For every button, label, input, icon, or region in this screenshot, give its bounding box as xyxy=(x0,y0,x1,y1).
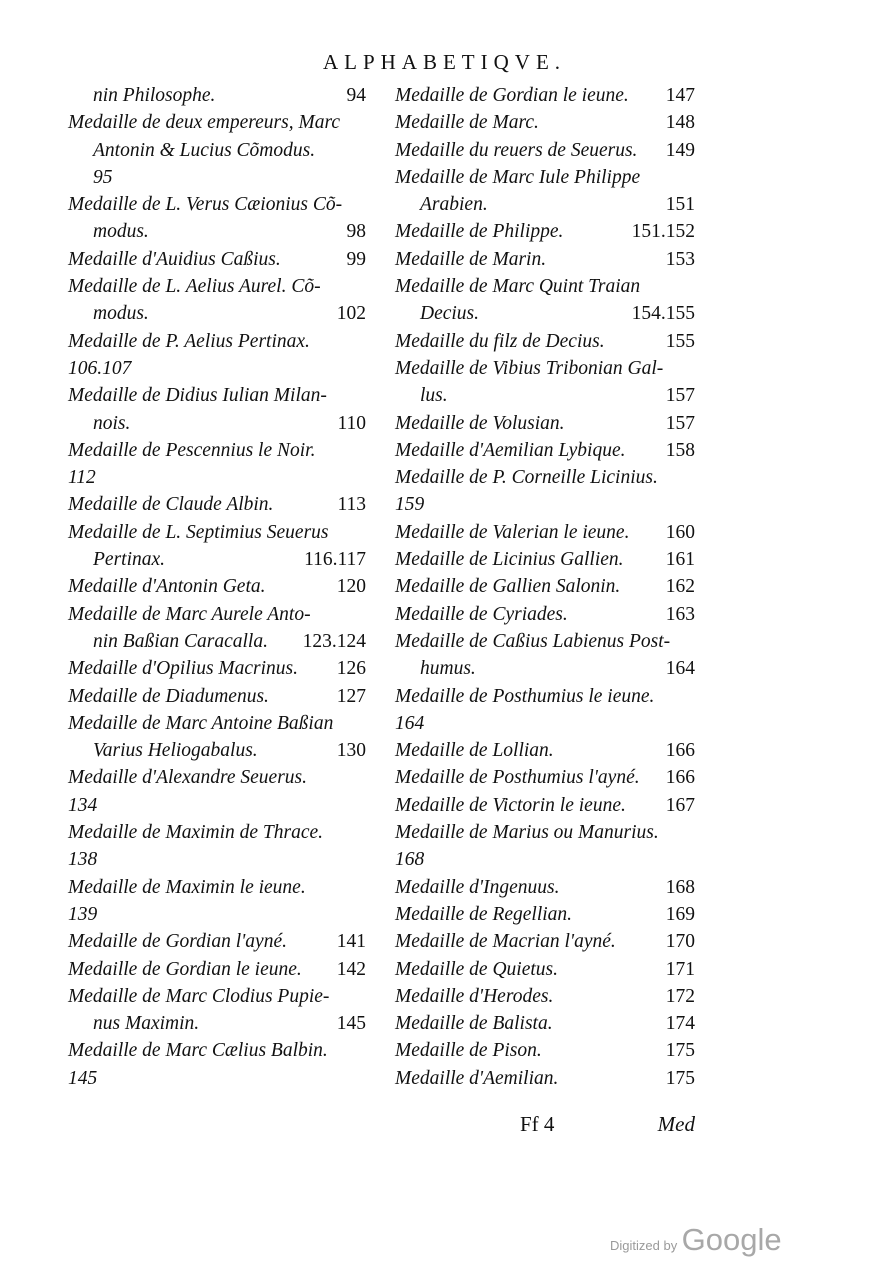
index-entry xyxy=(395,846,695,873)
index-entry xyxy=(395,874,695,901)
index-entry xyxy=(395,956,695,983)
entry-text: Medaille de Gordian l'ayné. xyxy=(68,931,287,953)
index-entry xyxy=(395,792,695,819)
entry-page: 130 xyxy=(336,740,366,762)
entry-text: Decius. xyxy=(420,303,480,325)
index-entry xyxy=(68,683,366,710)
entry-text: Medaille de Marc Iule Philippe xyxy=(395,166,641,188)
entry-page: 168 xyxy=(665,876,695,898)
index-entry xyxy=(395,710,695,737)
index-entry xyxy=(395,628,695,655)
entry-text: lus. xyxy=(420,385,448,407)
index-entry xyxy=(68,137,366,164)
index-entry xyxy=(395,109,695,136)
index-entry xyxy=(68,246,366,273)
entry-page: 162 xyxy=(665,576,695,598)
index-entry xyxy=(68,956,366,983)
index-entry xyxy=(68,382,366,409)
entry-page: 154.155 xyxy=(631,303,695,325)
index-entry xyxy=(68,82,366,109)
running-header: ALPHABETIQVE. xyxy=(322,50,567,74)
entry-text: Arabien. xyxy=(420,194,488,216)
entry-text: Medaille de Marc Cælius Balbin. xyxy=(68,1040,328,1062)
index-entry xyxy=(395,273,695,300)
entry-page: 126 xyxy=(336,658,366,680)
entry-page: 151 xyxy=(665,194,695,216)
entry-text: Medaille de Marc Aurele Anto- xyxy=(68,603,311,625)
entry-page: 160 xyxy=(665,521,695,543)
index-entry xyxy=(68,792,366,819)
index-entry xyxy=(395,164,695,191)
entry-text: Medaille d'Opilius Macrinus. xyxy=(68,658,299,680)
index-entry xyxy=(68,1065,366,1092)
entry-page: 166 xyxy=(665,767,695,789)
entry-text: Medaille de Pison. xyxy=(395,1040,542,1062)
entry-text: Medaille de Licinius Gallien. xyxy=(395,549,624,571)
index-entry xyxy=(395,491,695,518)
entry-page: 158 xyxy=(665,439,695,461)
entry-page: 123.124 xyxy=(302,630,366,652)
entry-text: Medaille de Gordian le ieune. xyxy=(395,85,629,106)
index-entry xyxy=(68,983,366,1010)
entry-page: 166 xyxy=(665,740,695,762)
entry-text: Medaille de Gallien Salonin. xyxy=(395,576,621,598)
entry-text: Antonin & Lucius Cõmodus. xyxy=(93,139,316,161)
index-entry xyxy=(68,573,366,600)
index-entry xyxy=(68,737,366,764)
entry-text: nin Philosophe. xyxy=(93,85,216,106)
index-entry xyxy=(68,273,366,300)
index-entry xyxy=(395,137,695,164)
entry-text: Medaille de Marin. xyxy=(395,248,547,270)
entry-text: Medaille de Lollian. xyxy=(395,740,554,762)
index-entry xyxy=(68,655,366,682)
entry-page: 172 xyxy=(665,985,695,1007)
entry-text: nin Baßian Caracalla. xyxy=(93,630,268,652)
entry-text: nois. xyxy=(93,412,131,434)
index-entry xyxy=(68,819,366,846)
index-entry xyxy=(68,901,366,928)
index-entry xyxy=(395,464,695,491)
entry-page: 167 xyxy=(665,794,695,816)
index-entry xyxy=(395,1037,695,1064)
entry-text: Medaille de Marc Clodius Pupie- xyxy=(68,985,330,1007)
index-entry xyxy=(395,1065,695,1092)
entry-text: Medaille d'Auidius Caßius. xyxy=(68,248,281,270)
entry-text: 168 xyxy=(395,849,425,871)
entry-page: 113 xyxy=(337,494,366,516)
entry-page: 148 xyxy=(665,112,695,134)
entry-text: Medaille de Maximin le ieune. xyxy=(68,876,306,898)
index-entry xyxy=(395,737,695,764)
watermark-prefix: Digitized by xyxy=(610,1238,678,1253)
index-entry xyxy=(395,1010,695,1037)
entry-page: 157 xyxy=(665,385,695,407)
index-entry xyxy=(395,410,695,437)
entry-text: Medaille d'Aemilian. xyxy=(395,1067,559,1089)
index-entry xyxy=(395,300,695,327)
index-entry xyxy=(395,82,695,109)
entry-page: 147 xyxy=(665,85,695,106)
index-entry xyxy=(395,519,695,546)
index-column-left xyxy=(68,82,366,1092)
entry-page: 175 xyxy=(665,1040,695,1062)
entry-text: Medaille de Gordian le ieune. xyxy=(68,958,302,980)
entry-text: 106.107 xyxy=(68,357,132,379)
entry-text: Medaille de Didius Iulian Milan- xyxy=(68,385,327,407)
index-column-right xyxy=(395,82,695,1092)
index-entry xyxy=(395,928,695,955)
index-entry xyxy=(68,164,366,191)
entry-text: Medaille d'Antonin Geta. xyxy=(68,576,266,598)
index-entry xyxy=(395,546,695,573)
entry-page: 98 xyxy=(346,221,366,243)
entry-text: 159 xyxy=(395,494,425,516)
index-entry xyxy=(395,191,695,218)
entry-text: Medaille de Posthumius l'ayné. xyxy=(395,767,640,789)
index-entry xyxy=(68,710,366,737)
index-entry xyxy=(395,601,695,628)
entry-text: Medaille de Quietus. xyxy=(395,958,558,980)
entry-page: 155 xyxy=(665,330,695,352)
index-entry xyxy=(395,437,695,464)
entry-text: Medaille de P. Aelius Pertinax. xyxy=(68,330,310,352)
entry-text: humus. xyxy=(420,658,476,680)
entry-page: 161 xyxy=(665,549,695,571)
entry-text: Medaille de Marc Quint Traian xyxy=(395,276,641,298)
index-entry xyxy=(68,437,366,464)
entry-page: 174 xyxy=(665,1013,695,1035)
index-entry xyxy=(68,846,366,873)
entry-page: 157 xyxy=(665,412,695,434)
index-entry xyxy=(68,218,366,245)
index-entry xyxy=(68,300,366,327)
index-entry xyxy=(68,191,366,218)
index-entry xyxy=(68,410,366,437)
entry-text: Medaille de L. Septimius Seuerus xyxy=(68,521,329,543)
entry-text: Medaille de Cyriades. xyxy=(395,603,568,625)
entry-text: Medaille du reuers de Seuerus. xyxy=(395,139,638,161)
entry-text: Medaille de Volusian. xyxy=(395,412,565,434)
entry-text: Varius Heliogabalus. xyxy=(93,740,258,762)
index-entry xyxy=(395,246,695,273)
digitization-watermark xyxy=(610,1222,782,1258)
entry-text: modus. xyxy=(93,221,149,243)
index-entry xyxy=(68,601,366,628)
entry-text: Medaille de Pescennius le Noir. xyxy=(68,439,316,461)
entry-text: Medaille d'Herodes. xyxy=(395,985,554,1007)
entry-page: 102 xyxy=(336,303,366,325)
entry-text: Medaille de Claude Albin. xyxy=(68,494,274,516)
entry-text: Medaille de L. Verus Cæionius Cõ- xyxy=(68,194,343,216)
entry-text: Medaille d'Alexandre Seuerus. xyxy=(68,767,307,789)
entry-text: 164 xyxy=(395,712,425,734)
index-entry xyxy=(395,901,695,928)
entry-text: Medaille de Balista. xyxy=(395,1013,553,1035)
index-entry xyxy=(395,764,695,791)
entry-text: 145 xyxy=(68,1067,98,1089)
entry-page: 171 xyxy=(665,958,695,980)
index-entry xyxy=(68,1010,366,1037)
entry-page: 145 xyxy=(336,1013,366,1035)
entry-page: 164 xyxy=(665,658,695,680)
entry-page: 116.117 xyxy=(304,549,366,571)
index-entry xyxy=(395,355,695,382)
index-entry xyxy=(395,983,695,1010)
index-entry xyxy=(68,928,366,955)
index-entry xyxy=(68,109,366,136)
catchword: Med xyxy=(657,1112,695,1136)
index-entry xyxy=(68,355,366,382)
entry-page: 153 xyxy=(665,248,695,270)
entry-text: Medaille de Marc Antoine Baßian xyxy=(68,712,334,734)
entry-text: Medaille de Valerian le ieune. xyxy=(395,521,630,543)
entry-text: 112 xyxy=(68,467,96,489)
index-entry xyxy=(68,491,366,518)
index-entry xyxy=(395,218,695,245)
entry-text: Pertinax. xyxy=(93,549,166,571)
index-entry xyxy=(68,464,366,491)
entry-text: Medaille de P. Corneille Licinius. xyxy=(395,467,658,489)
entry-page: 94 xyxy=(346,85,366,106)
entry-text: modus. xyxy=(93,303,149,325)
index-entry xyxy=(395,819,695,846)
entry-page: 151.152 xyxy=(631,221,695,243)
entry-text: 134 xyxy=(68,794,98,816)
entry-page: 99 xyxy=(346,248,366,270)
entry-text: Medaille de deux empereurs, Marc xyxy=(68,112,341,134)
entry-text: Medaille de Marc. xyxy=(395,112,539,134)
entry-text: Medaille d'Ingenuus. xyxy=(395,876,560,898)
entry-text: Medaille de Posthumius le ieune. xyxy=(395,685,655,707)
index-entry xyxy=(395,328,695,355)
entry-page: 127 xyxy=(336,685,366,707)
index-entry xyxy=(68,628,366,655)
index-entry xyxy=(68,328,366,355)
entry-page: 175 xyxy=(665,1067,695,1089)
signature-mark: Ff 4 xyxy=(520,1112,555,1136)
index-entry xyxy=(68,519,366,546)
entry-page: 142 xyxy=(336,958,366,980)
entry-page: 170 xyxy=(665,931,695,953)
entry-text: 95 xyxy=(93,166,113,188)
entry-text: Medaille de Macrian l'ayné. xyxy=(395,931,616,953)
entry-text: Medaille de Maximin de Thrace. xyxy=(68,822,324,844)
entry-page: 149 xyxy=(665,139,695,161)
entry-page: 110 xyxy=(337,412,366,434)
entry-page: 141 xyxy=(336,931,366,953)
index-entry xyxy=(68,764,366,791)
entry-text: 139 xyxy=(68,903,98,925)
watermark-brand-logo: Google xyxy=(681,1222,782,1257)
index-entry xyxy=(68,874,366,901)
entry-text: Medaille de Marius ou Manurius. xyxy=(395,822,659,844)
index-entry xyxy=(68,1037,366,1064)
index-entry xyxy=(395,573,695,600)
entry-text: Medaille de Victorin le ieune. xyxy=(395,794,626,816)
entry-text: Medaille de Caßius Labienus Post- xyxy=(395,630,671,652)
entry-page: 120 xyxy=(336,576,366,598)
entry-text: Medaille d'Aemilian Lybique. xyxy=(395,439,626,461)
index-entry xyxy=(395,382,695,409)
entry-page: 163 xyxy=(665,603,695,625)
entry-text: Medaille de Philippe. xyxy=(395,221,564,243)
entry-text: 138 xyxy=(68,849,98,871)
index-entry xyxy=(395,655,695,682)
entry-text: Medaille de Diadumenus. xyxy=(68,685,269,707)
entry-text: Medaille du filz de Decius. xyxy=(395,330,605,352)
index-entry xyxy=(395,683,695,710)
entry-text: Medaille de L. Aelius Aurel. Cõ- xyxy=(68,276,321,298)
page-footer xyxy=(520,1112,695,1142)
entry-page: 169 xyxy=(665,903,695,925)
entry-text: nus Maximin. xyxy=(93,1013,200,1035)
index-entry xyxy=(68,546,366,573)
entry-text: Medaille de Regellian. xyxy=(395,903,573,925)
entry-text: Medaille de Vibius Tribonian Gal- xyxy=(395,357,664,379)
